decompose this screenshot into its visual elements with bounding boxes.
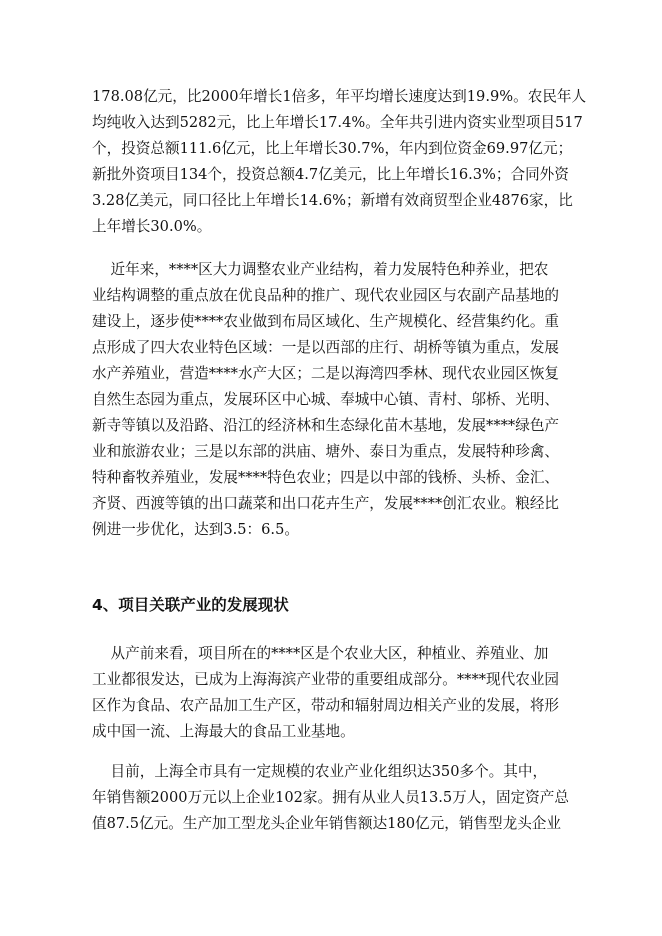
text-line: 例进一步优化，达到3.5：6.5。 [92, 521, 299, 538]
section-heading: 4、项目关联产业的发展现状 [92, 596, 289, 614]
text-line: 值87.5亿元。生产加工型龙头企业年销售额达180亿元，销售型龙头企业 [92, 815, 561, 832]
text-line: 齐贤、西渡等镇的出口蔬菜和出口花卉生产，发展****创汇农业。粮经比 [92, 495, 560, 512]
text-line: 近年来，****区大力调整农业产业结构，着力发展特色种养业，把农 [92, 261, 549, 278]
text-line: 工业都很发达，已成为上海海滨产业带的重要组成部分。****现代农业园 [92, 671, 560, 688]
text-line: 业和旅游农业；三是以东部的洪庙、塘外、泰日为重点，发展特种珍禽、 [92, 443, 560, 460]
text-line: 目前，上海全市具有一定规模的农业产业化组织达350多个。其中， [92, 763, 548, 780]
text-line: 点形成了四大农业特色区域：一是以西部的庄行、胡桥等镇为重点，发展 [92, 339, 560, 356]
text-line: 新寺等镇以及沿路、沿江的经济林和生态绿化苗木基地，发展****绿色产 [92, 417, 560, 434]
text-line: 新批外资项目134个，投资总额4.7亿美元，比上年增长16.3%；合同外资 [92, 166, 569, 183]
text-line: 特种畜牧养殖业，发展****特色农业；四是以中部的钱桥、头桥、金汇、 [92, 469, 560, 486]
text-line: 业结构调整的重点放在优良品种的推广、现代农业园区与农副产品基地的 [92, 287, 560, 304]
text-line: 区作为食品、农产品加工生产区，带动和辐射周边相关产业的发展，将形 [92, 697, 560, 714]
text-line: 178.08亿元，比2000年增长1倍多，年平均增长速度达到19.9%。农民年人 [92, 88, 587, 105]
text-line: 3.28亿美元，同口径比上年增长14.6%；新增有效商贸型企业4876家，比 [92, 192, 573, 209]
text-line: 从产前来看，项目所在的****区是个农业大区，种植业、养殖业、加 [92, 645, 549, 662]
text-line: 年销售额2000万元以上企业102家。拥有从业人员13.5万人，固定资产总 [92, 789, 569, 806]
text-line: 成中国一流、上海最大的食品工业基地。 [92, 723, 355, 740]
text-line: 上年增长30.0%。 [92, 218, 212, 235]
text-line: 个，投资总额111.6亿元，比上年增长30.7%，年内到位资金69.97亿元； [92, 140, 573, 157]
text-line: 均纯收入达到5282元，比上年增长17.4%。全年共引进内资实业型项目517 [92, 114, 583, 131]
text-line: 自然生态园为重点，发展环区中心城、奉城中心镇、青村、邬桥、光明、 [92, 391, 560, 408]
text-line: 水产养殖业，营造****水产大区；二是以海湾四季林、现代农业园区恢复 [92, 365, 560, 382]
text-line: 建设上，逐步使****农业做到布局区域化、生产规模化、经营集约化。重 [92, 313, 560, 330]
